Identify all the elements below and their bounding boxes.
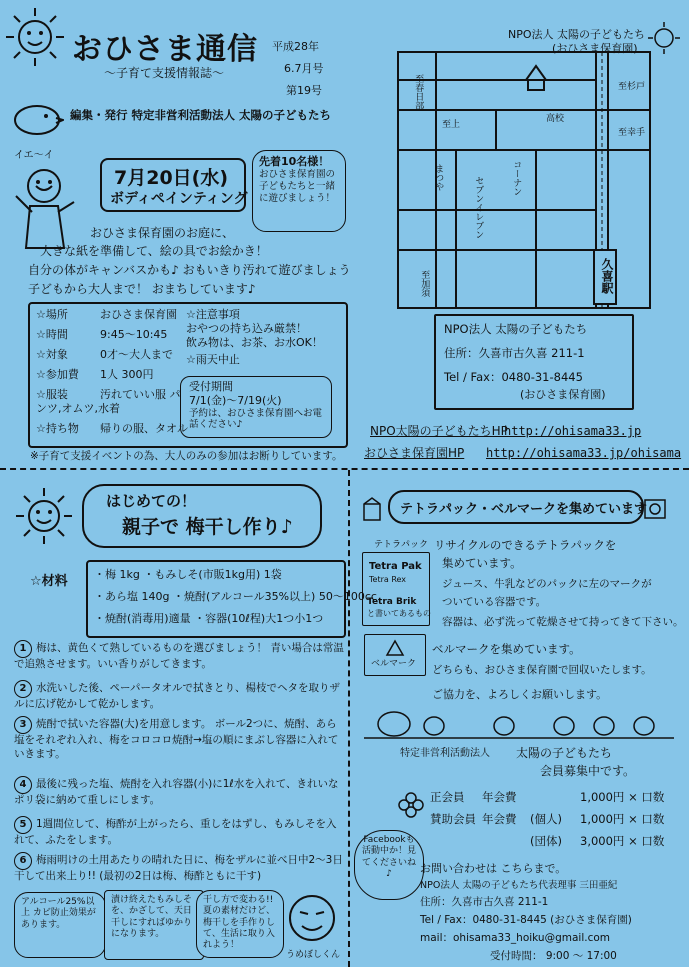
contact-mail[interactable]: mail：ohisama33_hoiku@gmail.com [420, 932, 611, 944]
recipe-step: 2 水洗いした後、ペーパータオルで拭きとり、楊枝でヘタを取りザルに広げ乾かして乾かします。 [14, 682, 340, 710]
tip-yukari: 漬け終えたもみしそを、かざして、天日干しにすればゆかりになります。 [104, 890, 204, 960]
recipe-step: 6 梅雨明けの土用あたりの晴れた日に、梅をザルに並べ日中2～3日干して出来上り!! (最初の2日は梅、梅酢ともに干す) [14, 854, 343, 882]
info-address: 住所：久喜市古久喜 211-1 [444, 346, 585, 360]
first-come-note: おひさま保育園の子どもたちと一緒に遊びましょう！ [259, 168, 336, 204]
member-org-prefix: 特定非営利活動法人 [400, 748, 490, 759]
mascot-name: うめぼしくん [286, 950, 341, 960]
tetra-label: テトラパック [374, 540, 429, 550]
info-tel: Tel / Fax：0480-31-8445 [444, 370, 583, 384]
bell-text: ご協力を、よろしくお願いします。 [432, 688, 608, 701]
reception-title: 受付期間 [189, 380, 233, 393]
tetra-logo-box [362, 552, 430, 626]
event-details-box [28, 302, 348, 448]
detail-row: ☆対象 0才～大人まで [36, 348, 173, 361]
map-label: 高校 [546, 114, 565, 124]
event-lead-1: おひさま保育園のお庭に、 [90, 226, 235, 240]
member-rows [430, 790, 664, 856]
column-divider [348, 470, 352, 967]
issue-month: 6.7月号 [284, 62, 324, 75]
member-row: (団体) 3,000円 × 口数 [530, 834, 665, 848]
contact-org: NPO法人 太陽の子どもたち代表理事 三田亜紀 [420, 880, 618, 891]
notes-title: ☆注意事項 [186, 308, 240, 321]
yeah-text: イエ～イ [14, 150, 54, 161]
tetra-logo-2: Tetra Rex [369, 575, 407, 584]
map-label: 至加須 [419, 270, 430, 297]
tetra-text: リサイクルのできるテトラパックを [434, 538, 617, 552]
tip-drying: 干し方で変わる!! 夏の素材だけど、梅干しを手作りして、生活に取り入れよう！ [196, 890, 284, 958]
apple-icon [642, 494, 668, 520]
member-org-name: 太陽の子どもたち [516, 746, 613, 760]
tetra-logo-note: と書いてあるもの [367, 609, 431, 618]
detail-row: ☆場所 おひさま保育園 [36, 308, 177, 321]
material-line: ・梅 1kg ・もみしそ(市販1kg用) 1袋 [94, 568, 282, 581]
contact-hours: 受付時間： 9:00 ～ 17:00 [490, 950, 617, 962]
contact-title: お問い合わせは こちらまで。 [420, 862, 567, 875]
sun-mascot-top [4, 6, 66, 68]
hp1-label: NPO太陽の子どもたちHP [370, 424, 508, 438]
material-line: ・焼酎(消毒用)適量 ・容器(10ℓ程)大1つ小1つ [94, 612, 324, 625]
recycle-heading-box [388, 490, 648, 524]
reception-note: 予約は、おひさま保育園へお電話ください♪ [189, 408, 323, 431]
umeboshi-mascot-icon [282, 890, 342, 950]
umeboshi-heading-2: 親子で 梅干し作り♪ [122, 516, 293, 538]
detail-row: ☆時間 9:45～10:45 [36, 328, 168, 341]
map-label: セブンイレブン [473, 176, 484, 239]
member-row: 賛助会員 年会費 (個人) 1,000円 × 口数 [430, 812, 665, 826]
umeboshi-heading-box [82, 484, 322, 548]
info-tel-note: (おひさま保育園) [520, 388, 606, 401]
facebook-bubble: Facebookも活動中か！見てくださいね♪ [354, 830, 424, 900]
event-notes [186, 308, 336, 367]
materials-box [86, 560, 377, 638]
issue-era: 平成28年 [272, 40, 319, 53]
map-label: 至幸手 [618, 128, 646, 138]
first-come-bubble [252, 150, 346, 232]
tetra-text: ジュース、牛乳などのパックに左のマークが [442, 578, 652, 590]
child-illustration [12, 162, 82, 252]
newsletter-title: おひさま通信 [72, 32, 258, 67]
org-info-box [434, 314, 634, 410]
milk-carton-icon [360, 496, 384, 522]
tip-alcohol: アルコール25%以上 カビ防止効果があります。 [14, 892, 106, 958]
rain-note: ☆雨天中止 [186, 353, 240, 367]
bell-text: ベルマークを集めています。 [432, 642, 581, 656]
newsletter-subtitle: ～子育て支援情報誌～ [104, 66, 225, 80]
detail-row: ☆参加費 1人 300円 [36, 368, 154, 381]
flower-icon [396, 790, 426, 820]
bell-text: どちらも、おひさま保育園で回収いたします。 [432, 664, 652, 676]
event-date: 7月20日(水) [114, 167, 229, 189]
material-line: ・あら塩 140g ・焼酎(アルコール35%以上) 50～100cc [94, 590, 377, 603]
event-lead-4: 子どもから大人まで！ おまちしています♪ [28, 282, 256, 296]
tetra-logo-1: Tetra Pak [369, 561, 422, 572]
bell-mark-box [364, 634, 426, 676]
event-lead-3: 自分の体がキャンバスかも♪ おもいきり汚れて遊びましょう [28, 263, 351, 277]
umeboshi-heading-1: はじめての！ [106, 492, 197, 510]
event-lead-2: 大きな紙を準備して、絵の具でお絵かき！ [40, 244, 268, 258]
recipe-step: 4 最後に残った塩、焼酎を入れ容器(小)に1ℓ水を入れて、きれいなポリ袋に納めて重しにします。 [14, 778, 339, 806]
hp1-url[interactable]: http://ohisama33.jp [504, 424, 642, 438]
bird-icon [10, 96, 64, 140]
map-nursery-header: (おひさま保育園) [552, 42, 638, 55]
map-npo-header: NPO法人 太陽の子どもたち [508, 28, 646, 41]
event-details-list [36, 308, 188, 442]
recycle-heading: テトラパック・ベルマークを集めています [400, 502, 648, 517]
birds-illustration [364, 706, 674, 740]
publisher: 編集・発行 特定非営利活動法人 太陽の子どもたち [70, 108, 332, 122]
map-label: 至春日部 [413, 74, 424, 110]
bell-label: ベルマーク [371, 659, 417, 669]
detail-row: ☆服装 汚れていい服 パンツ,オムツ,水着 [36, 388, 181, 415]
hp2-url[interactable]: http://ohisama33.jp/ohisama [486, 446, 682, 460]
reception-period: 7/1(金)～7/19(火) [189, 394, 282, 407]
materials-label: ☆材料 [30, 574, 68, 589]
recipe-step: 5 1週間位して、梅酢が上がったら、重しをはずし、もみしそを入れて、ふたをします。 [14, 818, 337, 846]
tetra-text: 容器は、必ず洗って乾燥させて持ってきて下さい。 [442, 616, 684, 628]
info-org: NPO法人 太陽の子どもたち [444, 322, 588, 336]
map-label: コーナン [511, 160, 522, 196]
tetra-text: ついている容器です。 [442, 596, 547, 608]
note-item: おやつの持ち込み厳禁！ [186, 321, 307, 335]
event-title-box [100, 158, 246, 212]
hp2-label: おひさま保育園HP [364, 446, 465, 460]
tetra-logo-3: Tetra Brik [367, 597, 417, 607]
sun-mascot-mid [14, 486, 74, 546]
map-label: 至上 [442, 120, 461, 130]
event-footnote: ※子育て支援イベントの為、大人のみの参加はお断りしています。 [30, 450, 343, 462]
contact-tel: Tel / Fax：0480-31-8445 (おひさま保育園) [420, 914, 632, 926]
member-title: 会員募集中です。 [540, 764, 636, 778]
contact-address: 住所：久喜市古久喜 211-1 [420, 896, 549, 908]
map-label: 至杉戸 [618, 82, 646, 92]
first-come: 先着10名様！ [259, 155, 330, 168]
station-label: 久喜駅 [600, 258, 614, 294]
note-item: 飲み物は、お茶、お水OK！ [186, 335, 323, 349]
event-name: ボディペインティング [110, 191, 248, 207]
bell-mark-icon [385, 639, 405, 657]
reception-box [180, 376, 332, 438]
issue-number: 第19号 [286, 84, 322, 97]
recipe-step: 1 梅は、黄色くて熟しているものを選びましょう！ 青い場合は常温で追熟させます。いい香りがしてきます。 [14, 642, 344, 670]
section-divider [0, 468, 689, 470]
recipe-step: 3 焼酎で拭いた容器(大)を用意します。 ボール2つに、焼酎、あら塩をそれぞれ入れ、梅をコロコロ焼酎→塩の順にまぶし容器に入れていきます。 [14, 718, 339, 760]
member-row: 正会員 年会費 1,000円 × 口数 [430, 790, 665, 804]
detail-row: ☆持ち物 帰りの服、タオル [36, 422, 188, 435]
map-label: まつや [433, 164, 444, 191]
tetra-text: 集めています。 [442, 556, 522, 570]
